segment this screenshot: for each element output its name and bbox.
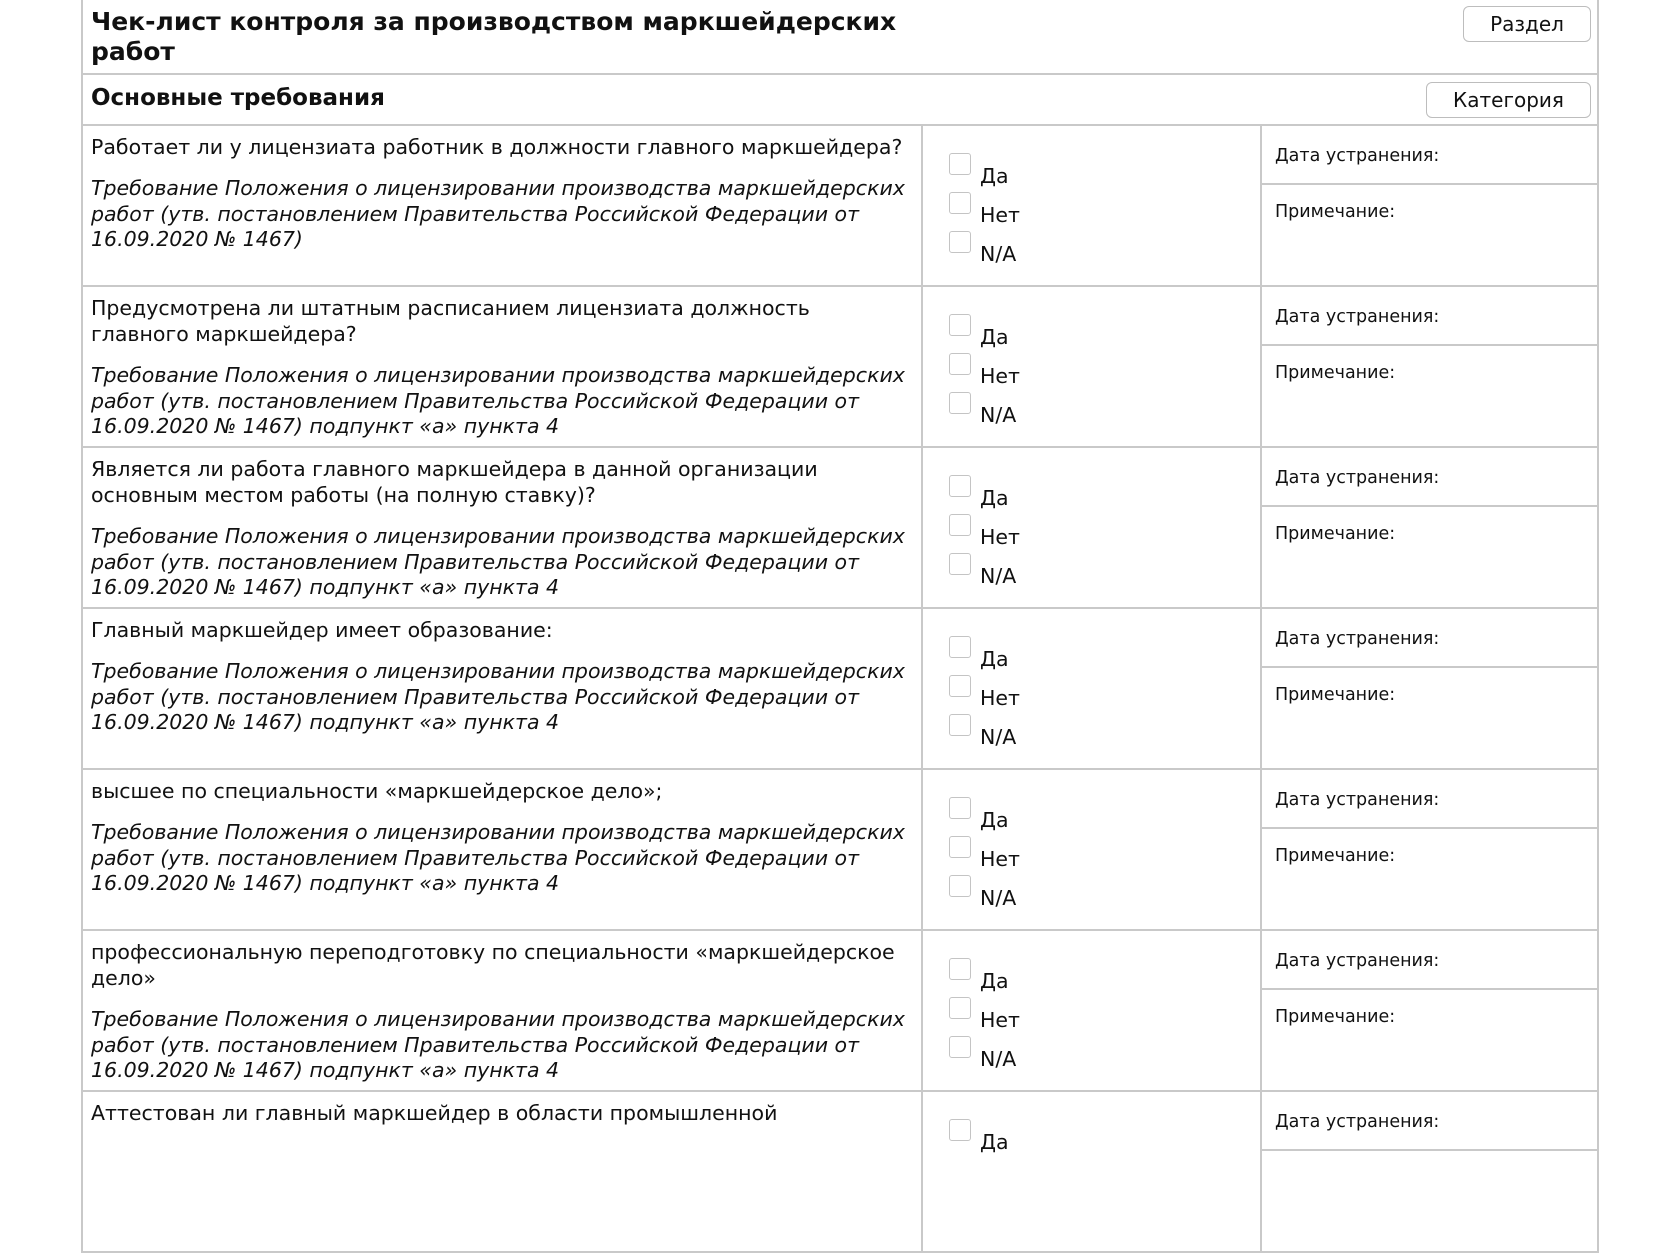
no-checkbox[interactable] [949, 836, 971, 858]
requirement-text: Требование Положения о лицензировании производства маркшейдерских работ (утв. постановлением Правительства Российской Федерации от 16.09.2020 № 1467) подпункт «а» пункта 4 [91, 1007, 905, 1082]
question-text: Предусмотрена ли штатным расписанием лицензиата должность главного маркшейдера? [91, 296, 810, 346]
na-checkbox[interactable] [949, 714, 971, 736]
answer-options [923, 931, 1262, 1090]
requirement-text: Требование Положения о лицензировании производства маркшейдерских работ (утв. постановлением Правительства Российской Федерации от 16.09.2020 № 1467) подпункт «а» пункта 4 [91, 363, 905, 438]
option-label: Да [980, 325, 1009, 349]
answer-options [923, 126, 1262, 285]
yes-checkbox[interactable] [949, 1119, 971, 1141]
option-na[interactable] [949, 711, 1260, 750]
yes-checkbox[interactable] [949, 636, 971, 658]
option-label: Нет [980, 203, 1020, 227]
option-label: N/A [980, 564, 1017, 588]
no-checkbox[interactable] [949, 514, 971, 536]
option-no[interactable] [949, 511, 1260, 550]
question-row [83, 287, 1597, 448]
option-label: N/A [980, 725, 1017, 749]
na-checkbox[interactable] [949, 875, 971, 897]
answer-options [923, 609, 1262, 768]
note-field[interactable]: Примечание: [1275, 202, 1396, 222]
option-yes[interactable] [949, 1116, 1260, 1155]
note-field[interactable]: Примечание: [1275, 524, 1396, 544]
option-yes[interactable] [949, 633, 1260, 672]
section-title: Чек-лист контроля за производством маркшейдерских работ [91, 7, 897, 66]
question-row [83, 126, 1597, 287]
option-label: Да [980, 647, 1009, 671]
question-row [83, 448, 1597, 609]
category-header [83, 75, 1597, 126]
option-label: Да [980, 164, 1009, 188]
yes-checkbox[interactable] [949, 797, 971, 819]
question-row [83, 1092, 1597, 1253]
section-button[interactable]: Раздел [1463, 6, 1591, 42]
question-row [83, 770, 1597, 931]
requirement-text: Требование Положения о лицензировании производства маркшейдерских работ (утв. постановлением Правительства Российской Федерации от 16.09.2020 № 1467) [91, 176, 905, 251]
no-checkbox[interactable] [949, 192, 971, 214]
notes-cell [1262, 931, 1597, 1090]
question-cell [83, 126, 923, 285]
option-label: N/A [980, 1047, 1017, 1071]
note-field[interactable]: Примечание: [1275, 685, 1396, 705]
option-na[interactable] [949, 1033, 1260, 1072]
fix-date-field[interactable]: Дата устранения: [1262, 770, 1597, 829]
question-cell [83, 287, 923, 446]
question-text: Является ли работа главного маркшейдера в данной организации основным местом работы (на полную ставку)? [91, 457, 818, 507]
option-na[interactable] [949, 872, 1260, 911]
answer-options [923, 1092, 1262, 1251]
notes-cell [1262, 770, 1597, 929]
no-checkbox[interactable] [949, 997, 971, 1019]
option-label: Да [980, 808, 1009, 832]
option-label: Нет [980, 847, 1020, 871]
option-na[interactable] [949, 228, 1260, 267]
fix-date-field[interactable]: Дата устранения: [1262, 448, 1597, 507]
question-cell [83, 1092, 923, 1251]
question-text: Работает ли у лицензиата работник в должности главного маркшейдера? [91, 135, 903, 159]
option-na[interactable] [949, 389, 1260, 428]
notes-cell [1262, 448, 1597, 607]
option-no[interactable] [949, 189, 1260, 228]
notes-cell [1262, 126, 1597, 285]
option-label: Да [980, 969, 1009, 993]
option-label: Нет [980, 686, 1020, 710]
option-yes[interactable] [949, 150, 1260, 189]
notes-cell [1262, 1092, 1597, 1251]
option-label: Да [980, 1130, 1009, 1154]
answer-options [923, 287, 1262, 446]
fix-date-field[interactable]: Дата устранения: [1262, 126, 1597, 185]
option-label: Нет [980, 364, 1020, 388]
question-text: профессиональную переподготовку по специальности «маркшейдерское дело» [91, 940, 895, 990]
yes-checkbox[interactable] [949, 475, 971, 497]
na-checkbox[interactable] [949, 231, 971, 253]
yes-checkbox[interactable] [949, 153, 971, 175]
na-checkbox[interactable] [949, 392, 971, 414]
option-no[interactable] [949, 350, 1260, 389]
question-text: Главный маркшейдер имеет образование: [91, 618, 553, 642]
section-header [83, 0, 1597, 75]
category-title: Основные требования [91, 85, 385, 111]
question-cell [83, 609, 923, 768]
fix-date-field[interactable]: Дата устранения: [1262, 287, 1597, 346]
option-label: Нет [980, 1008, 1020, 1032]
category-button[interactable]: Категория [1426, 82, 1591, 118]
fix-date-field[interactable]: Дата устранения: [1262, 609, 1597, 668]
requirement-text: Требование Положения о лицензировании производства маркшейдерских работ (утв. постановлением Правительства Российской Федерации от 16.09.2020 № 1467) подпункт «а» пункта 4 [91, 820, 905, 895]
option-label: N/A [980, 403, 1017, 427]
question-cell [83, 931, 923, 1090]
na-checkbox[interactable] [949, 1036, 971, 1058]
question-cell [83, 448, 923, 607]
note-field[interactable]: Примечание: [1275, 846, 1396, 866]
na-checkbox[interactable] [949, 553, 971, 575]
option-label: N/A [980, 886, 1017, 910]
option-no[interactable] [949, 672, 1260, 711]
yes-checkbox[interactable] [949, 314, 971, 336]
option-yes[interactable] [949, 955, 1260, 994]
option-label: Да [980, 486, 1009, 510]
question-row [83, 931, 1597, 1092]
question-text: Аттестован ли главный маркшейдер в области промышленной [91, 1101, 778, 1125]
no-checkbox[interactable] [949, 675, 971, 697]
option-yes[interactable] [949, 472, 1260, 511]
note-field[interactable]: Примечание: [1275, 363, 1396, 383]
no-checkbox[interactable] [949, 353, 971, 375]
option-label: N/A [980, 242, 1017, 266]
question-row [83, 609, 1597, 770]
requirement-text: Требование Положения о лицензировании производства маркшейдерских работ (утв. постановлением Правительства Российской Федерации от 16.09.2020 № 1467) подпункт «а» пункта 4 [91, 524, 905, 599]
checklist-sheet [81, 0, 1599, 1253]
answer-options [923, 448, 1262, 607]
note-field[interactable]: Примечание: [1275, 1007, 1396, 1027]
option-no[interactable] [949, 833, 1260, 872]
question-text: высшее по специальности «маркшейдерское дело»; [91, 779, 663, 803]
option-no[interactable] [949, 994, 1260, 1033]
fix-date-field[interactable]: Дата устранения: [1262, 1092, 1597, 1151]
option-yes[interactable] [949, 311, 1260, 350]
option-yes[interactable] [949, 794, 1260, 833]
notes-cell [1262, 287, 1597, 446]
answer-options [923, 770, 1262, 929]
requirement-text: Требование Положения о лицензировании производства маркшейдерских работ (утв. постановлением Правительства Российской Федерации от 16.09.2020 № 1467) подпункт «а» пункта 4 [91, 659, 905, 734]
notes-cell [1262, 609, 1597, 768]
fix-date-field[interactable]: Дата устранения: [1262, 931, 1597, 990]
question-cell [83, 770, 923, 929]
option-na[interactable] [949, 550, 1260, 589]
yes-checkbox[interactable] [949, 958, 971, 980]
option-label: Нет [980, 525, 1020, 549]
